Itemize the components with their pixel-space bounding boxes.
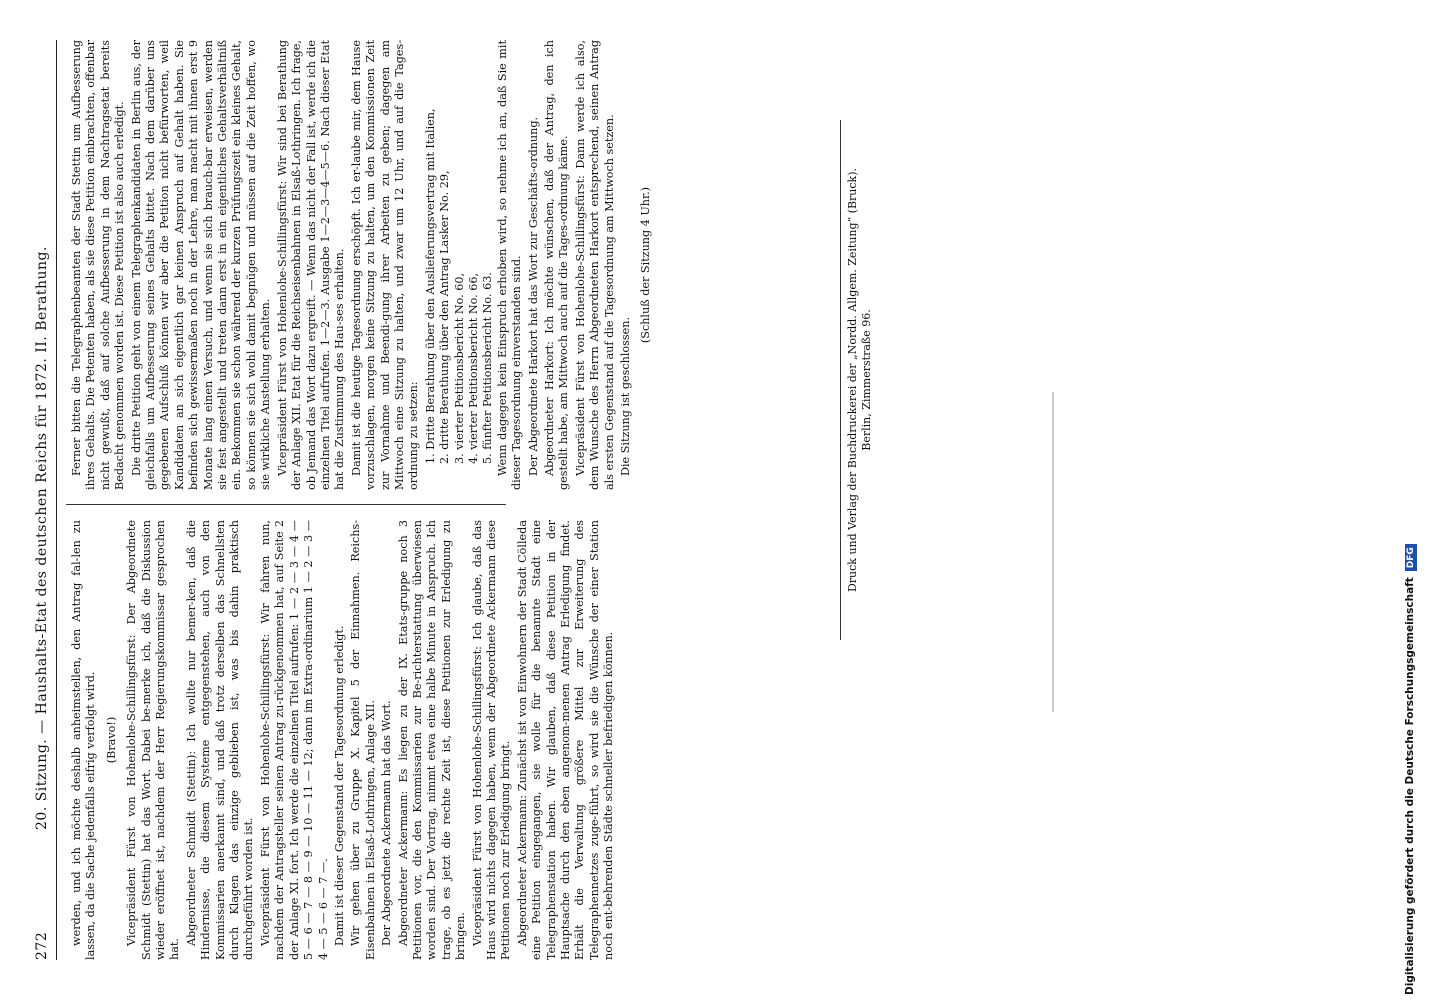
header-rule <box>56 40 57 960</box>
scan-artifact <box>1052 392 1054 712</box>
paragraph: Vicepräsident Fürst von Hohenlohe-Schillingsfürst: Wir fahren nun, nachdem der Antragsteller seinen Antrag zu-rückgenommen hat, auf Seite 2 der Anlage XI. fort. Ich werde die einzelnen Titel aufrufen: 1 — 2 — 3 — 4 — 5 — 6 — 7 — 8 — 9 — 10 — 11 — 12; dann im Extra-ordinarium 1 — 2 — 3 — 4 — 5 — 6 — 7 —. <box>258 520 330 960</box>
funding-notice <box>1404 5 1428 995</box>
paragraph: Damit ist die heutige Tagesordnung erschöpft. Ich er-laube mir, dem Hause vorzuschlagen, morgen keine Sitzung zu halten, um den Kommissionen Zeit zur Vornahme und Beendi-gung ihrer Arbeiten zu geben; dagegen am Mittwoch eine Sitzung zu halten, und zwar um 12 Uhr, und auf die Tages-ordnung zu setzen: <box>349 40 421 490</box>
closing-note: (Schluß der Sitzung 4 Uhr.) <box>639 186 653 344</box>
right-column <box>70 40 653 490</box>
paragraph: Vicepräsident Fürst von Hohenlohe-Schillingsfürst: Der Abgeordnete Schmidt (Stettin) hat das Wort. Dabei be-merke ich, daß die Diskussion wieder eröffnet ist, nachdem der Herr Regierungskommissar gesprochen hat. <box>125 520 182 960</box>
paragraph: Damit ist dieser Gegenstand der Tagesordnung erledigt. <box>332 625 346 946</box>
paragraph: Wenn dagegen kein Einspruch erhoben wird, so nehme ich an, daß Sie mit dieser Tagesordnung einverstanden sind. <box>495 40 524 490</box>
imprint-rule <box>840 120 841 640</box>
agenda-item: 2. dritte Berathung über den Antrag Lasker No. 29, <box>438 170 452 464</box>
paragraph-center: (Bravo!) <box>104 716 118 764</box>
paragraph: werden, und ich möchte deshalb anheimstellen, den Antrag fal-len zu lassen, da die Sache jedenfalls eifrig verfolgt wird. <box>70 520 98 960</box>
paragraph: Abgeordneter Schmidt (Stettin): Ich wollte nur bemer-ken, daß die Hindernisse, die diesem Systeme entgegenstehen, auch von den Kommissarien anerkannt sind, und daß trotz derselben das Schnellsten durch Klagen das einzige geblieben ist, was bis dahin praktisch durchgeführt worden ist. <box>184 520 256 960</box>
rotated-page-content <box>30 40 910 960</box>
agenda-item: 4. vierter Petitionsbericht No. 66, <box>466 272 480 464</box>
paragraph: Ferner bitten die Telegraphenbeamten der Stadt Stettin um Aufbesserung ihres Gehalts. Die Petenten haben, als sie diese Petition einbrachten, offenbar nicht gewußt, daß auf solche Aufbesserung in dem Nachtragsetat bereits Bedacht genommen worden ist. Diese Petition ist also auch erledigt. <box>70 40 127 490</box>
paragraph: Vicepräsident Fürst von Hohenlohe-Schillingsfürst: Ich glaube, daß das Haus wird nichts dagegen haben, wenn der Abgeordnete Ackermann diese Petitionen noch zur Erledigung bringt. <box>470 520 513 960</box>
left-column <box>70 520 616 960</box>
dfg-logo: DFG <box>1405 544 1417 571</box>
imprint-line: Berlin, Zimmerstraße 96. <box>860 309 873 451</box>
paragraph: Die dritte Petition geht von einem Telegraphenkandidaten in Berlin aus, der gleichfalls um Aufbesserung seines Gehalts bittet. Nach dem darüber uns gegebenen Aufschluß können wir aber die Petition nicht befürworten, weil Kandidaten an sich eigentlich gar keinen Anspruch auf Gehalt haben. Sie befinden sich gewissermaßen noch in der Lehre, man macht mit ihnen erst 9 Monate lang einen Versuch, und wenn sie sich brauch-bar erweisen, werden sie fest angestellt und treten dann erst in ein eigentliches Gehaltsverhältniß ein. Bekommen sie schon während der kurzen Prüfungszeit ein kleines Gehalt, so können sie sich wohl damit begnügen und müssen auf die Zeit hoffen, wo sie wirkliche Anstellung erhalten. <box>129 40 273 490</box>
paragraph: Der Abgeordnete Harkort hat das Wort zur Geschäfts-ordnung. <box>526 116 540 476</box>
paragraph: Abgeordneter Ackermann: Zunächst ist von Einwohnern der Stadt Cölleda eine Petition eingegangen, sie wolle für die benannte Stadt eine Telegraphenstation haben. Wir glauben, daß diese Petition in der Hauptsache durch den eben angenom-menen Antrag Erledigung findet. Erhält die Verwaltung größere Mittel zur Erweiterung des Telegraphennetzes zuge-führt, so wird sie die Wünsche der einer Station noch ent-behrenden Städte schneller befriedigen können. <box>515 520 616 960</box>
paragraph: Vicepräsident Fürst von Hohenlohe-Schillingsfürst: Wir sind bei Berathung der Anlage XII. Etat für die Reichseisenbahnen in Elsaß-Lothringen. Ich frage, ob Jemand das Wort dazu ergreift. — Wenn das nicht der Fall ist, werde ich die einzelnen Titel aufrufen. 1—2—3. Ausgabe 1—2—3—4—5—6. Nach dieser Etat hat die Zustimmung des Hau-ses erhalten. <box>275 40 347 490</box>
paragraph: Vicepräsident Fürst von Hohenlohe-Schillingsfürst: Dann werde ich also, dem Wunsche des Herrn Abgeordneten Harkort entsprechend, seinen Antrag als ersten Gegenstand auf die Tagesordnung am Mittwoch setzen. <box>573 40 616 490</box>
page-number: 272 <box>34 931 50 960</box>
paragraph: Der Abgeordnete Ackermann hat das Wort. <box>380 700 394 946</box>
paragraph: Die Sitzung ist geschlossen. <box>619 316 633 476</box>
paragraph: Abgeordneter Harkort: Ich möchte wünschen, daß der Antrag, den ich gestellt habe, am Mittwoch auch auf die Tages-ordnung käme. <box>543 40 571 490</box>
imprint <box>846 120 874 640</box>
paragraph: Abgeordneter Ackermann: Es liegen zu der IX. Etats-gruppe noch 3 Petitionen vor, die den Kommissarien zur Be-richterstattung überwiesen worden sind. Der Vortrag, nimmt etwa eine halbe Minute in Anspruch. Ich trage, ob es jetzt die rechte Zeit ist, diese Petitionen zur Erledigung zu bringen. <box>396 520 468 960</box>
column-divider <box>66 504 506 505</box>
funding-text: Digitalisierung gefördert durch die Deutsche Forschungsgemeinschaft <box>1404 577 1416 995</box>
agenda-item: 1. Dritte Berathung über den Auslieferungsvertrag mit Italien, <box>423 108 437 464</box>
agenda-item: 5. fünfter Petitionsbericht No. 63. <box>481 272 495 464</box>
imprint-line: Druck und Verlag der Buchdruckerei der „Nordd. Allgem. Zeitung“ (Bruck). <box>846 167 859 593</box>
running-title: 20. Sitzung. — Haushalts-Etat des deutschen Reichs für 1872. II. Berathung. <box>34 246 50 830</box>
paragraph: Wir gehen über zu Gruppe X. Kapitel 5 der Einnahmen. Reichs-Eisenbahnen in Elsaß-Lothringen, Anlage XII. <box>349 520 377 960</box>
page-header <box>30 40 58 960</box>
agenda-item: 3. vierter Petitionsbericht No. 60, <box>452 272 466 464</box>
